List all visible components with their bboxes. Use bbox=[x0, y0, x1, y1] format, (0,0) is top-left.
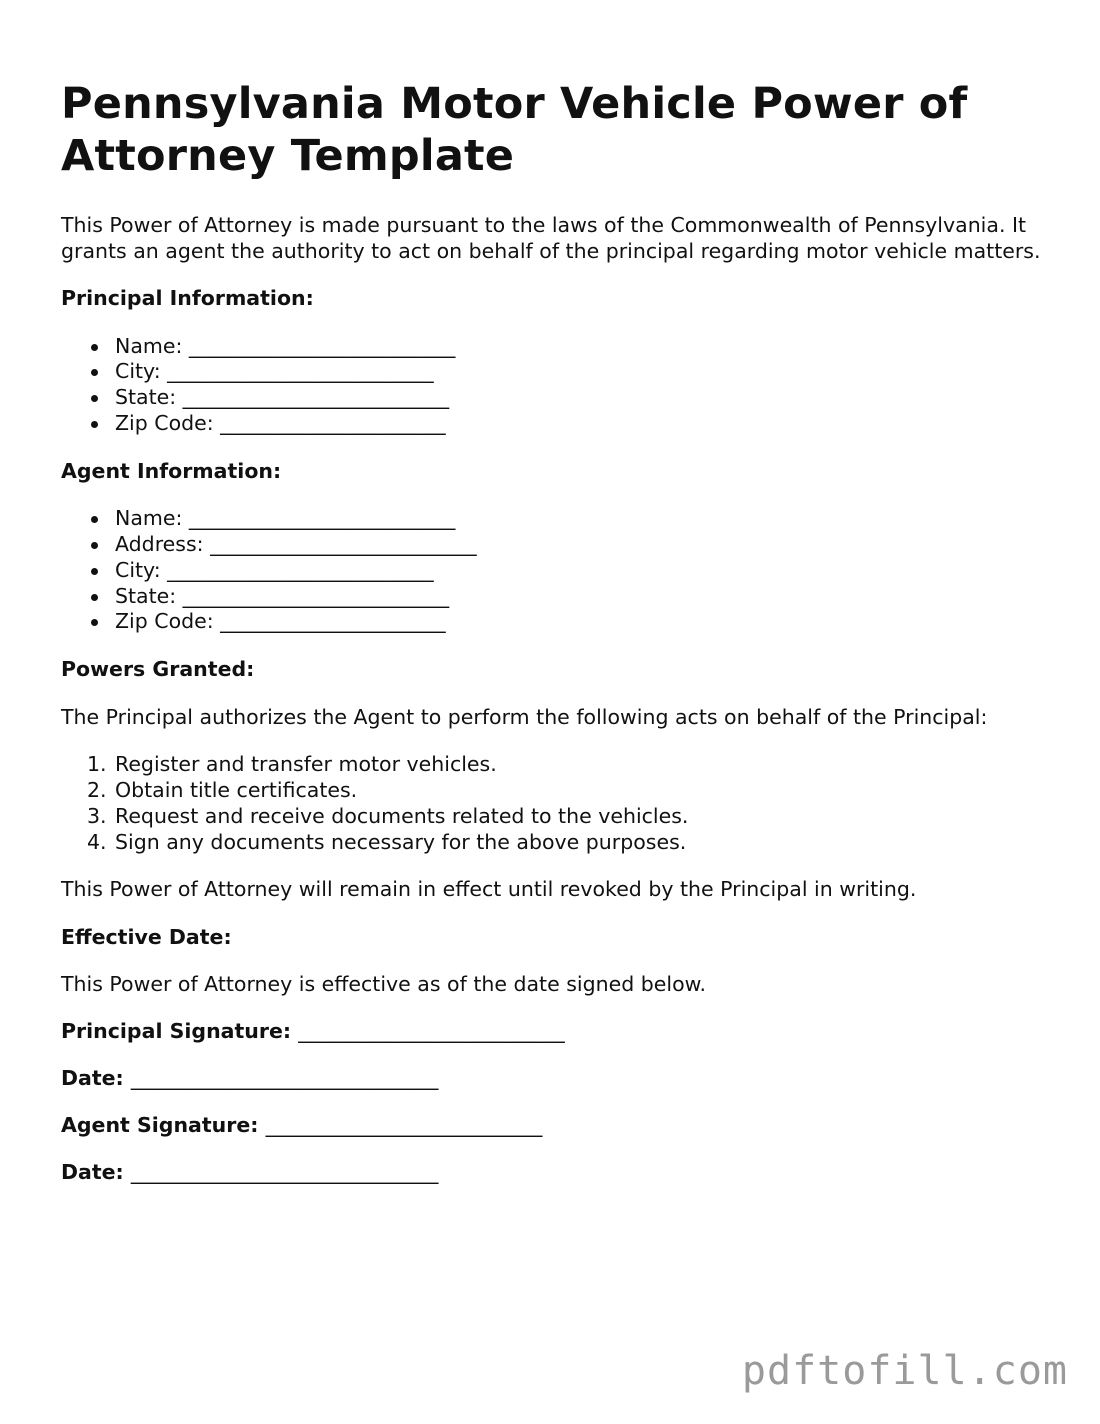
effective-date-paragraph: This Power of Attorney is effective as of the date signed below. bbox=[61, 972, 707, 997]
agent-zip-field: Zip Code: ______________________ bbox=[61, 609, 1051, 635]
power-item-text: Sign any documents necessary for the above purposes. bbox=[115, 829, 687, 854]
agent-date-label: Date: bbox=[61, 1160, 124, 1185]
agent-signature-label: Agent Signature: bbox=[61, 1113, 259, 1138]
agent-date-blank: ______________________________ bbox=[130, 1160, 439, 1185]
power-item-number: 1. bbox=[87, 752, 107, 777]
document-page bbox=[61, 78, 1051, 1186]
powers-intro: The Principal authorizes the Agent to perform the following acts on behalf of the Principal: bbox=[61, 704, 988, 729]
principal-date-label: Date: bbox=[61, 1066, 124, 1091]
principal-zip-field: Zip Code: ______________________ bbox=[61, 411, 1051, 437]
watermark: pdftofill.com bbox=[741, 1348, 1068, 1394]
principal-signature-label: Principal Signature: bbox=[61, 1019, 292, 1044]
principal-signature-blank: __________________________ bbox=[298, 1019, 565, 1044]
agent-address-field: Address: __________________________ bbox=[61, 532, 1051, 558]
principal-date-line bbox=[61, 1066, 1051, 1092]
power-item bbox=[61, 752, 1051, 778]
intro-paragraph: This Power of Attorney is made pursuant to the laws of the Commonwealth of Pennsylvania. It grants an agent the authority to act on behalf of the principal regarding motor vehicle matters. bbox=[61, 213, 1041, 263]
agent-information-heading: Agent Information: bbox=[61, 458, 282, 483]
agent-signature-blank: ___________________________ bbox=[265, 1113, 543, 1138]
effective-date-heading: Effective Date: bbox=[61, 924, 232, 949]
principal-information-heading: Principal Information: bbox=[61, 286, 314, 310]
power-item bbox=[61, 804, 1051, 830]
power-item-number: 3. bbox=[87, 803, 107, 828]
power-item-text: Register and transfer motor vehicles. bbox=[115, 752, 497, 777]
principal-city-field: City: __________________________ bbox=[61, 359, 1051, 385]
agent-state-field: State: __________________________ bbox=[61, 584, 1051, 610]
agent-city-field: City: __________________________ bbox=[61, 558, 1051, 584]
agent-fields-list bbox=[61, 506, 1051, 635]
powers-list bbox=[61, 752, 1051, 855]
power-item bbox=[61, 830, 1051, 856]
principal-signature-line bbox=[61, 1019, 1051, 1045]
powers-granted-heading: Powers Granted: bbox=[61, 657, 255, 682]
principal-date-blank: ______________________________ bbox=[130, 1066, 439, 1091]
power-item-text: Obtain title certificates. bbox=[115, 777, 358, 802]
agent-date-line bbox=[61, 1160, 1051, 1186]
duration-paragraph: This Power of Attorney will remain in effect until revoked by the Principal in writing. bbox=[61, 877, 917, 902]
power-item bbox=[61, 778, 1051, 804]
power-item-number: 2. bbox=[87, 777, 107, 802]
principal-fields-list bbox=[61, 334, 1051, 437]
principal-name-field: Name: __________________________ bbox=[61, 334, 1051, 360]
document-title: Pennsylvania Motor Vehicle Power of Attorney Template bbox=[61, 79, 968, 181]
agent-signature-line bbox=[61, 1113, 1051, 1139]
power-item-number: 4. bbox=[87, 829, 107, 854]
power-item-text: Request and receive documents related to the vehicles. bbox=[115, 803, 689, 828]
agent-name-field: Name: __________________________ bbox=[61, 506, 1051, 532]
principal-state-field: State: __________________________ bbox=[61, 385, 1051, 411]
